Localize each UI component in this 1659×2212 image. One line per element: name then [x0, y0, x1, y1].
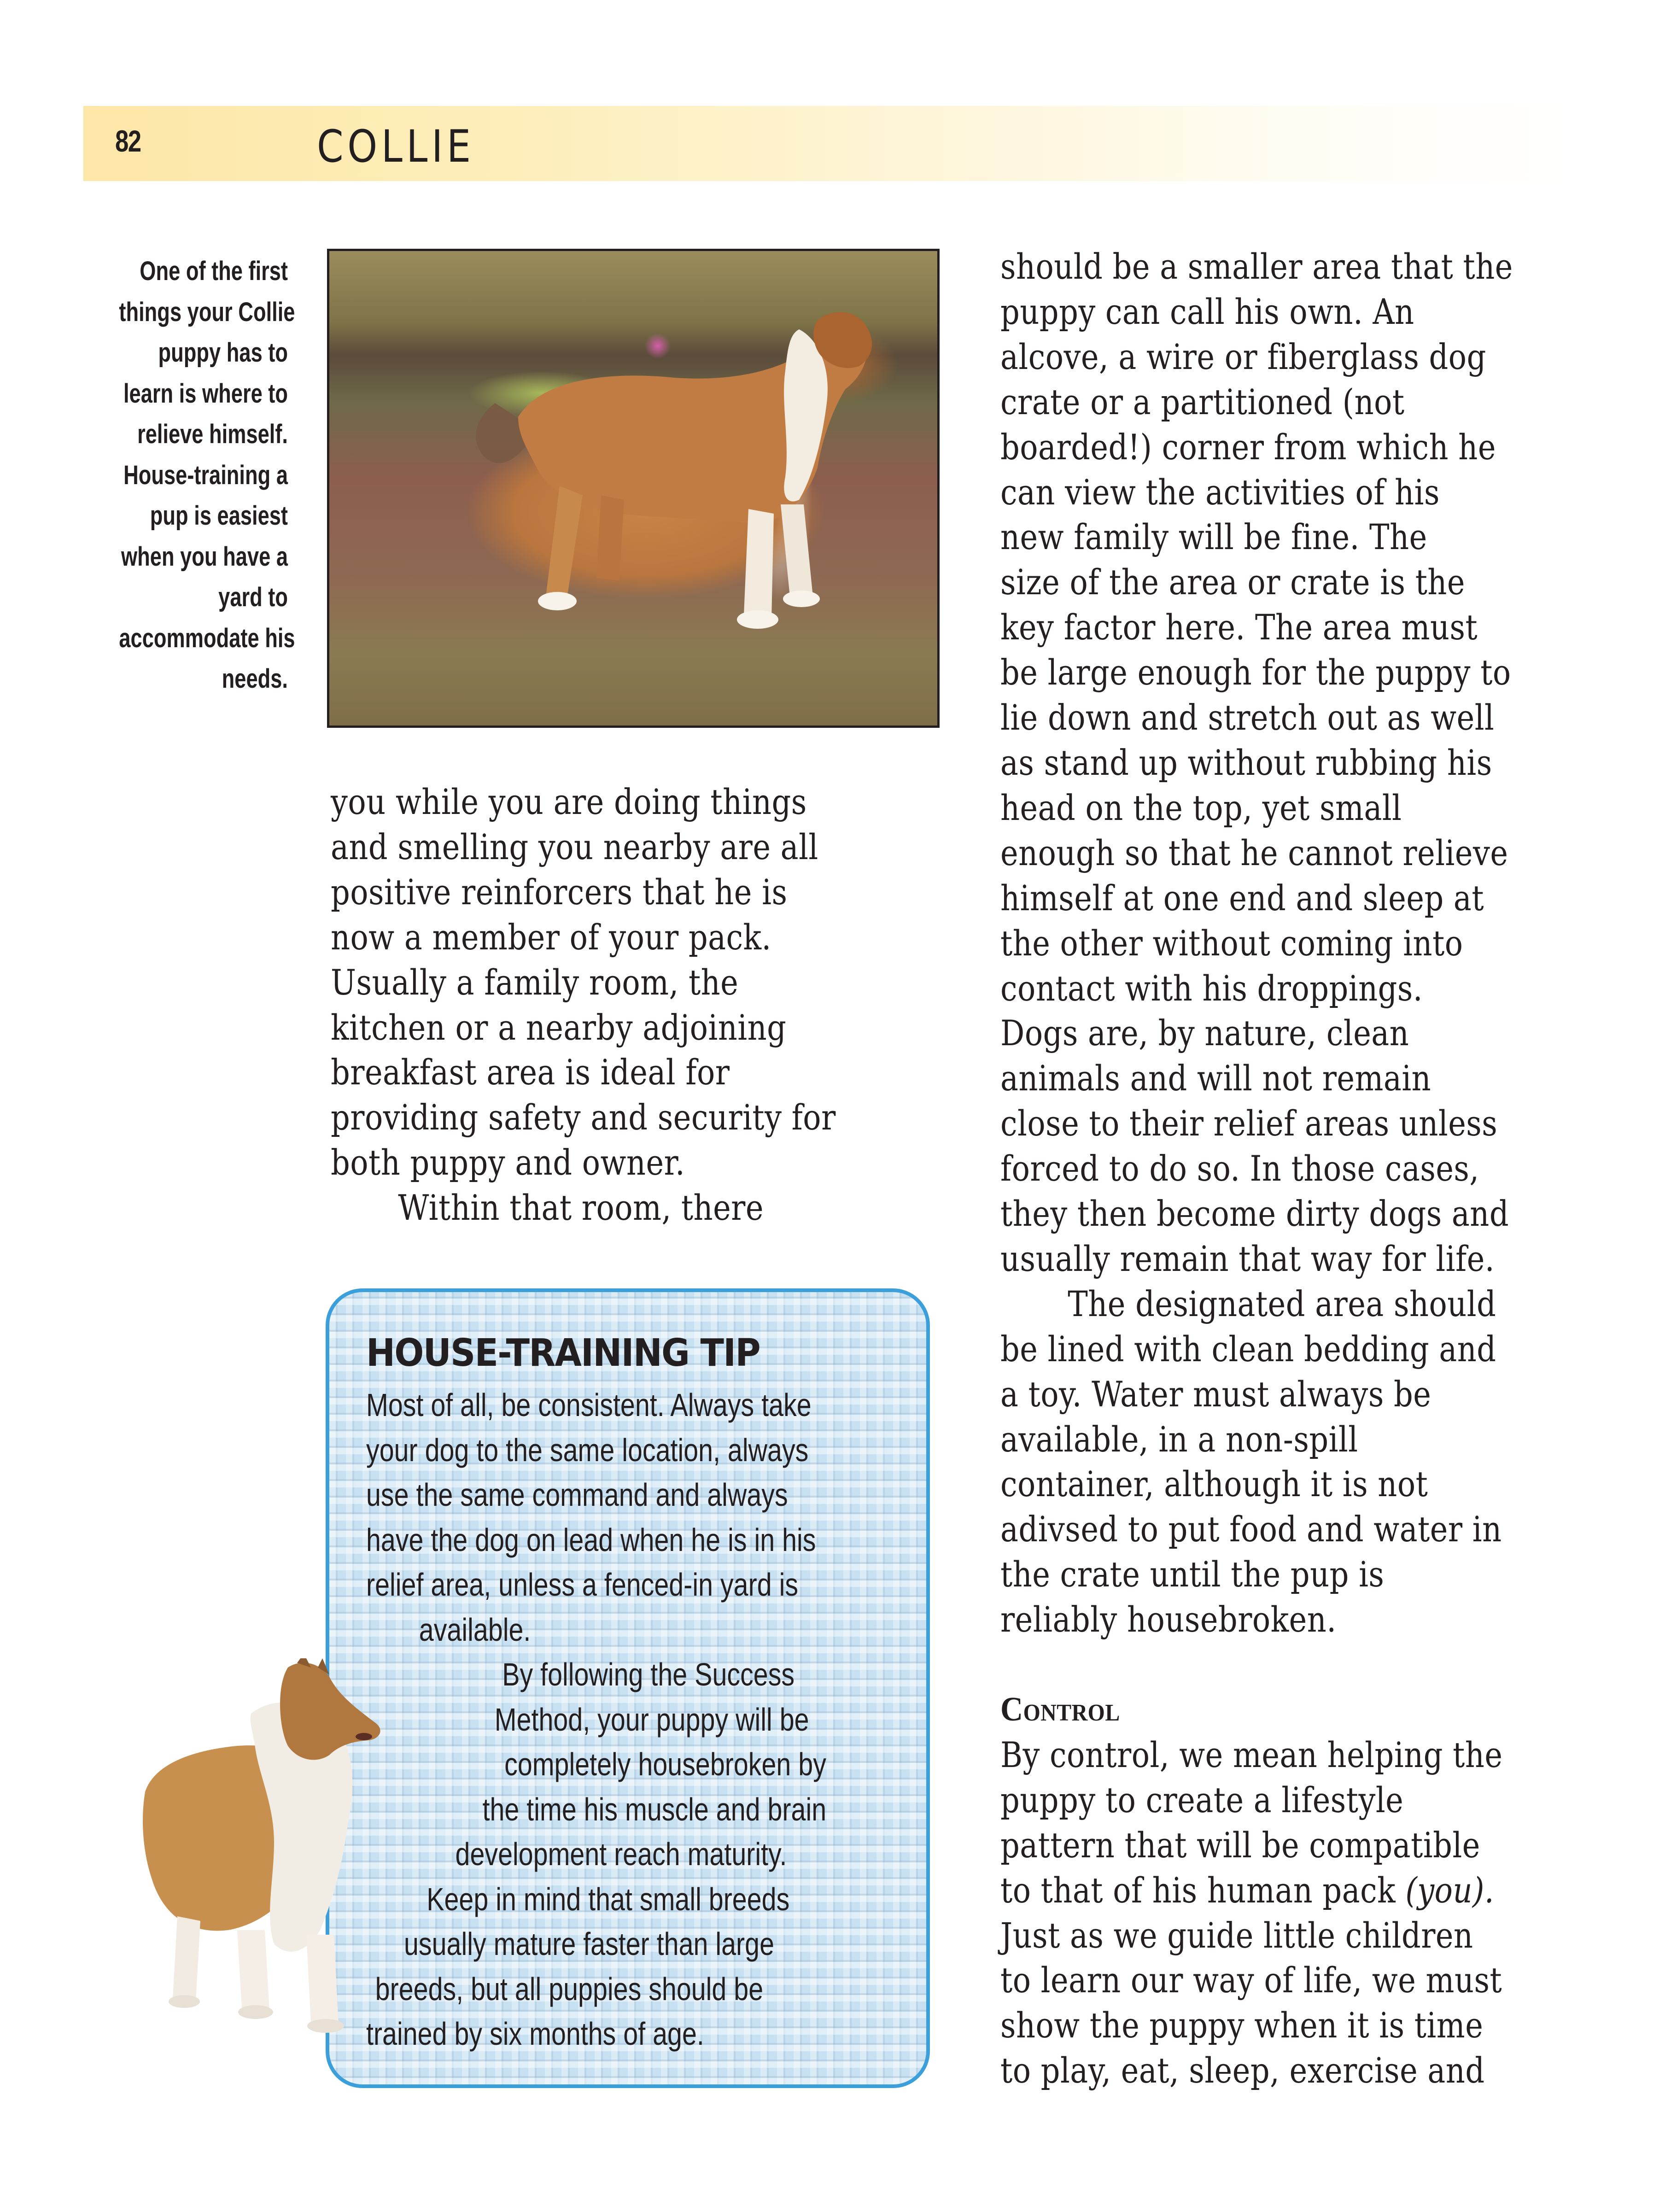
- caption-line: One of the first: [140, 256, 288, 286]
- tip-line: Method, your puppy will be: [494, 1701, 809, 1738]
- puppy-silhouette-icon: [467, 302, 873, 638]
- tip-line: available.: [419, 1611, 531, 1648]
- body-line: [1000, 1868, 1523, 1913]
- body-line: usually remain that way for life.: [1000, 1238, 1495, 1279]
- body-column-right: [1000, 244, 1608, 2093]
- body-line: Within that room, there: [398, 1187, 764, 1229]
- body-line: puppy can call his own. An: [1000, 291, 1414, 332]
- tip-line: By following the Success: [502, 1656, 795, 1692]
- body-line: puppy to create a lifestyle: [1000, 1779, 1404, 1820]
- italic-emphasis: (you).: [1405, 1869, 1495, 1911]
- caption-line: accommodate his: [119, 623, 295, 653]
- section-subheading: Control: [1000, 1690, 1120, 1728]
- body-line: to learn our way of life, we must: [1000, 1960, 1502, 2001]
- body-line: show the puppy when it is time: [1000, 2005, 1484, 2046]
- body-line: they then become dirty dogs and: [1000, 1193, 1509, 1235]
- body-line: animals and will not remain: [1000, 1058, 1431, 1099]
- body-line: Usually a family room, the: [331, 961, 739, 1003]
- body-line: Just as we guide little children: [1000, 1914, 1473, 1956]
- body-line: new family will be fine. The: [1000, 516, 1427, 558]
- body-line: should be a smaller area that the: [1000, 246, 1513, 287]
- body-line: to play, eat, sleep, exercise and: [1000, 2050, 1485, 2091]
- body-line: close to their relief areas unless: [1000, 1103, 1498, 1144]
- body-line: the other without coming into: [1000, 922, 1463, 964]
- body-line: crate or a partitioned (not: [1000, 381, 1405, 422]
- caption-line: pup is easiest: [150, 501, 288, 531]
- tip-line: relief area, unless a fenced-in yard is: [366, 1567, 799, 1603]
- body-line: now a member of your pack.: [331, 916, 771, 958]
- caption-line: when you have a: [121, 541, 288, 572]
- body-line: and smelling you nearby are all: [331, 826, 818, 867]
- body-line-text: to that of his human pack: [1000, 1869, 1406, 1911]
- photo-caption: [71, 251, 295, 700]
- body-line: alcove, a wire or fiberglass dog: [1000, 336, 1486, 377]
- tip-line: use the same command and always: [366, 1477, 788, 1513]
- body-line: The designated area should: [1068, 1283, 1496, 1324]
- running-header-bar: [83, 106, 1571, 181]
- tip-line: your dog to the same location, always: [366, 1432, 809, 1468]
- page-number: 82: [115, 124, 141, 158]
- paragraph-spacer: [1000, 1642, 1608, 1687]
- caption-line: House-training a: [123, 460, 288, 490]
- tip-line: have the dog on lead when he is in his: [366, 1521, 816, 1558]
- body-line: positive reinforcers that he is: [331, 871, 788, 913]
- body-line: head on the top, yet small: [1000, 787, 1402, 828]
- body-line: contact with his droppings.: [1000, 967, 1423, 1009]
- tip-box-title: HOUSE-TRAINING TIP: [366, 1331, 760, 1375]
- body-line: reliably housebroken.: [1000, 1599, 1337, 1640]
- body-line: boarded!) corner from which he: [1000, 426, 1496, 468]
- tip-line: development reach maturity.: [455, 1836, 787, 1872]
- standing-collie-icon: [136, 1658, 477, 2054]
- caption-line: learn is where to: [123, 378, 288, 409]
- body-line: pattern that will be compatible: [1000, 1824, 1480, 1866]
- body-line: can view the activities of his: [1000, 471, 1440, 513]
- body-line: lie down and stretch out as well: [1000, 697, 1495, 738]
- caption-line: needs.: [222, 664, 288, 694]
- body-line: enough so that he cannot relieve: [1000, 832, 1508, 873]
- body-line: you while you are doing things: [331, 781, 807, 822]
- tip-line: the time his muscle and brain: [482, 1791, 827, 1827]
- body-line: forced to do so. In those cases,: [1000, 1148, 1479, 1189]
- collie-puppy-photo: [327, 249, 940, 728]
- body-line: container, although it is not: [1000, 1463, 1428, 1505]
- body-line: be lined with clean bedding and: [1000, 1328, 1496, 1369]
- tip-line: Most of all, be consistent. Always take: [366, 1387, 812, 1423]
- body-line: be large enough for the puppy to: [1000, 652, 1511, 693]
- body-line: both puppy and owner.: [331, 1142, 685, 1183]
- running-title: COLLIE: [317, 121, 475, 172]
- caption-line: things your Collie: [119, 297, 295, 327]
- caption-line: puppy has to: [158, 338, 288, 368]
- body-line: size of the area or crate is the: [1000, 562, 1466, 603]
- body-line: the crate until the pup is: [1000, 1554, 1384, 1595]
- body-line: a toy. Water must always be: [1000, 1373, 1431, 1415]
- tip-line: completely housebroken by: [504, 1746, 826, 1782]
- tip-line: usually mature faster than large: [404, 1926, 775, 1962]
- tip-line: breeds, but all puppies should be: [375, 1971, 764, 2007]
- body-line: key factor here. The area must: [1000, 607, 1478, 648]
- body-line: providing safety and security for: [331, 1097, 836, 1138]
- caption-line: yard to: [218, 582, 288, 612]
- body-line: as stand up without rubbing his: [1000, 742, 1492, 783]
- body-line: himself at one end and sleep at: [1000, 877, 1484, 919]
- tip-line: trained by six months of age.: [366, 2016, 704, 2052]
- body-line: Dogs are, by nature, clean: [1000, 1012, 1409, 1054]
- caption-line: relieve himself.: [137, 419, 288, 449]
- body-line: adivsed to put food and water in: [1000, 1509, 1502, 1550]
- body-column-middle: [331, 779, 939, 1230]
- tip-line: Keep in mind that small breeds: [426, 1881, 790, 1917]
- body-line: available, in a non-spill: [1000, 1418, 1358, 1460]
- body-line: kitchen or a nearby adjoining: [331, 1007, 787, 1048]
- body-line: breakfast area is ideal for: [331, 1052, 730, 1093]
- body-line: By control, we mean helping the: [1000, 1734, 1503, 1775]
